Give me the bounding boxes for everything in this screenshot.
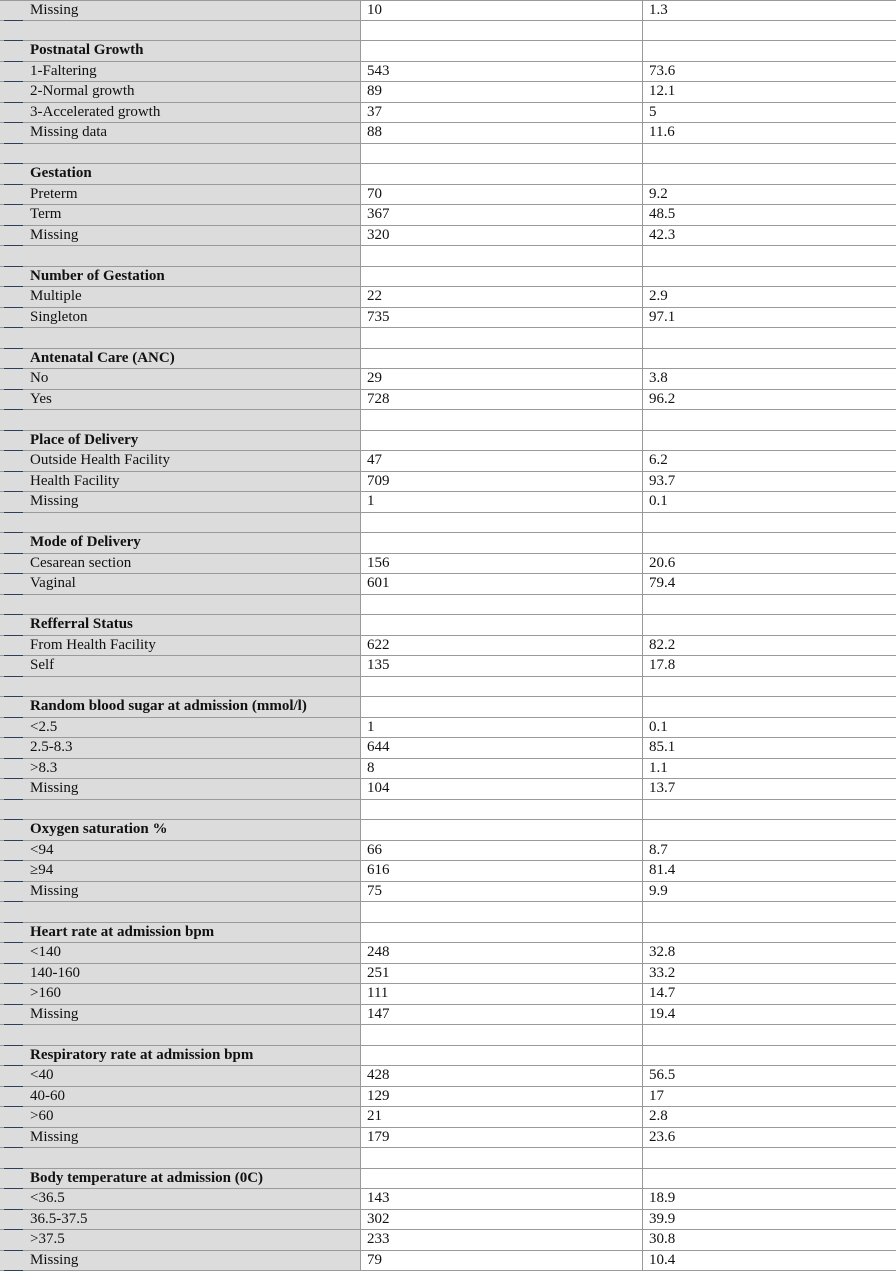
table-row [0, 554, 896, 575]
label-cell: 1-Faltering [0, 62, 361, 82]
label-cell [0, 677, 361, 697]
percent-cell: 48.5 [649, 206, 676, 222]
count-cell: 147 [361, 1005, 643, 1025]
count-cell [361, 21, 643, 41]
label-cell: Number of Gestation [0, 267, 361, 287]
percent-cell: 2.9 [649, 288, 668, 304]
table-row [0, 841, 896, 862]
label-cell: >8.3 [0, 759, 361, 779]
count-cell: 111 [361, 984, 643, 1004]
label-cell: 40-60 [0, 1087, 361, 1107]
label-cell: Antenatal Care (ANC) [0, 349, 361, 369]
label-cell: Refferral Status [0, 615, 361, 635]
count-cell: 21 [361, 1107, 643, 1127]
percent-cell: 23.6 [649, 1128, 676, 1145]
table-row [0, 738, 896, 759]
percent-cell: 2.8 [649, 1108, 668, 1124]
percent-cell [643, 1025, 896, 1045]
count-cell: 367 [361, 205, 643, 225]
percent-cell: 12.1 [649, 83, 676, 99]
count-cell: 709 [361, 472, 643, 492]
count-cell [361, 800, 643, 820]
count-cell: 79 [361, 1251, 643, 1271]
percent-cell: 20.6 [649, 554, 676, 571]
count-cell: 248 [361, 943, 643, 963]
section-header-row [0, 164, 896, 185]
percent-cell: 42.3 [649, 226, 676, 243]
label-cell: 2.5-8.3 [0, 738, 361, 758]
count-cell [361, 144, 643, 164]
table-row [0, 656, 896, 677]
count-cell: 233 [361, 1230, 643, 1250]
table-row [0, 226, 896, 247]
table-row [0, 1087, 896, 1108]
label-cell: From Health Facility [0, 636, 361, 656]
count-cell [361, 431, 643, 451]
count-cell [361, 1148, 643, 1168]
table-row [0, 759, 896, 780]
table-row [0, 1107, 896, 1128]
percent-cell [643, 164, 896, 184]
percent-cell: 56.5 [649, 1067, 676, 1083]
spacer-row [0, 1025, 896, 1046]
spacer-row [0, 800, 896, 821]
percent-cell [643, 21, 896, 41]
table-row [0, 1251, 896, 1272]
label-cell: ≥94 [0, 861, 361, 881]
label-cell: <40 [0, 1066, 361, 1086]
label-cell: Multiple [0, 287, 361, 307]
label-cell: Respiratory rate at admission bpm [0, 1046, 361, 1066]
table-row [0, 718, 896, 739]
percent-cell: 1.1 [649, 759, 668, 776]
count-cell: 135 [361, 656, 643, 676]
count-cell [361, 328, 643, 348]
label-cell: <140 [0, 943, 361, 963]
count-cell [361, 1025, 643, 1045]
count-cell [361, 677, 643, 697]
spacer-row [0, 1148, 896, 1169]
label-cell: Missing [0, 1, 361, 20]
count-cell: 104 [361, 779, 643, 799]
label-cell [0, 21, 361, 41]
count-cell [361, 267, 643, 287]
label-cell: 3-Accelerated growth [0, 103, 361, 123]
percent-cell: 8.7 [649, 841, 668, 858]
label-cell: 36.5-37.5 [0, 1210, 361, 1230]
percent-cell: 5 [649, 103, 657, 120]
label-cell: Body temperature at admission (0C) [0, 1169, 361, 1189]
percent-cell [643, 267, 896, 287]
label-cell: Missing data [0, 123, 361, 143]
label-cell: Health Facility [0, 472, 361, 492]
table-row [0, 82, 896, 103]
spacer-row [0, 595, 896, 616]
label-cell [0, 246, 361, 266]
label-cell: Missing [0, 492, 361, 512]
count-cell [361, 41, 643, 61]
count-cell: 179 [361, 1128, 643, 1148]
percent-cell: 9.2 [649, 185, 668, 202]
percent-cell: 19.4 [649, 1005, 676, 1022]
count-cell: 601 [361, 574, 643, 594]
count-cell [361, 410, 643, 430]
spacer-row [0, 246, 896, 267]
table-row [0, 1210, 896, 1231]
percent-cell [643, 328, 896, 348]
percent-cell: 11.6 [649, 124, 675, 140]
table-row [0, 287, 896, 308]
percent-cell: 17.8 [649, 657, 676, 673]
label-cell: <36.5 [0, 1189, 361, 1209]
label-cell: No [0, 369, 361, 389]
percent-cell: 6.2 [649, 452, 668, 468]
label-cell: Missing [0, 779, 361, 799]
count-cell: 251 [361, 964, 643, 984]
percent-cell: 10.4 [649, 1251, 676, 1268]
label-cell: Heart rate at admission bpm [0, 923, 361, 943]
label-cell [0, 902, 361, 922]
percent-cell: 79.4 [649, 575, 676, 591]
percent-cell [643, 144, 896, 164]
table-row [0, 779, 896, 800]
label-cell: Mode of Delivery [0, 533, 361, 553]
count-cell: 320 [361, 226, 643, 246]
count-cell [361, 595, 643, 615]
count-cell [361, 1169, 643, 1189]
count-cell: 129 [361, 1087, 643, 1107]
percent-cell [643, 1148, 896, 1168]
percent-cell [643, 1046, 896, 1066]
count-cell: 1 [361, 718, 643, 738]
table-row [0, 1005, 896, 1026]
label-cell: Preterm [0, 185, 361, 205]
count-cell [361, 349, 643, 369]
percent-cell [643, 595, 896, 615]
label-cell [0, 595, 361, 615]
percent-cell [643, 41, 896, 61]
table-row [0, 861, 896, 882]
percent-cell [643, 923, 896, 943]
table-row [0, 185, 896, 206]
label-cell: >160 [0, 984, 361, 1004]
table-row [0, 492, 896, 513]
label-cell: Missing [0, 1251, 361, 1271]
label-cell: <2.5 [0, 718, 361, 738]
count-cell: 622 [361, 636, 643, 656]
count-cell [361, 902, 643, 922]
label-cell [0, 800, 361, 820]
count-cell [361, 513, 643, 533]
label-cell: Oxygen saturation % [0, 820, 361, 840]
label-cell: Term [0, 205, 361, 225]
count-cell: 644 [361, 738, 643, 758]
label-cell [0, 513, 361, 533]
table-row [0, 390, 896, 411]
count-cell [361, 164, 643, 184]
label-cell: Vaginal [0, 574, 361, 594]
table-row [0, 574, 896, 595]
percent-cell: 30.8 [649, 1231, 676, 1247]
count-cell [361, 923, 643, 943]
section-header-row [0, 431, 896, 452]
table-row [0, 205, 896, 226]
count-cell: 88 [361, 123, 643, 143]
table-row [0, 369, 896, 390]
percent-cell [643, 513, 896, 533]
count-cell [361, 533, 643, 553]
label-cell: >37.5 [0, 1230, 361, 1250]
table-row [0, 1230, 896, 1251]
table-row [0, 1189, 896, 1210]
label-cell: <94 [0, 841, 361, 861]
label-cell: Cesarean section [0, 554, 361, 574]
section-header-row [0, 923, 896, 944]
percent-cell: 9.9 [649, 882, 668, 899]
spacer-row [0, 410, 896, 431]
label-cell: Self [0, 656, 361, 676]
percent-cell: 82.2 [649, 636, 676, 653]
label-cell [0, 1148, 361, 1168]
spacer-row [0, 677, 896, 698]
count-cell: 37 [361, 103, 643, 123]
percent-cell: 97.1 [649, 308, 676, 325]
percent-cell [643, 1169, 896, 1189]
spacer-row [0, 21, 896, 42]
section-header-row [0, 533, 896, 554]
count-cell: 66 [361, 841, 643, 861]
table-row [0, 964, 896, 985]
count-cell: 10 [361, 1, 643, 20]
count-cell: 728 [361, 390, 643, 410]
count-cell: 70 [361, 185, 643, 205]
label-cell: Random blood sugar at admission (mmol/l) [0, 697, 361, 717]
label-cell: Postnatal Growth [0, 41, 361, 61]
table-row [0, 62, 896, 83]
section-header-row [0, 615, 896, 636]
count-cell: 735 [361, 308, 643, 328]
table-row [0, 882, 896, 903]
percent-cell: 81.4 [649, 862, 676, 878]
percent-cell: 96.2 [649, 390, 676, 407]
percent-cell [643, 820, 896, 840]
count-cell: 29 [361, 369, 643, 389]
label-cell [0, 144, 361, 164]
percent-cell: 0.1 [649, 718, 668, 735]
section-header-row [0, 1046, 896, 1067]
percent-cell: 14.7 [649, 985, 676, 1001]
count-cell [361, 697, 643, 717]
count-cell: 89 [361, 82, 643, 102]
percent-cell: 93.7 [649, 472, 676, 489]
percent-cell: 17 [649, 1087, 664, 1104]
count-cell: 543 [361, 62, 643, 82]
percent-cell: 18.9 [649, 1190, 676, 1206]
section-header-row [0, 41, 896, 62]
count-cell: 428 [361, 1066, 643, 1086]
percent-cell: 33.2 [649, 964, 676, 981]
label-cell: >60 [0, 1107, 361, 1127]
percent-cell: 3.8 [649, 370, 668, 386]
table-row [0, 451, 896, 472]
label-cell [0, 328, 361, 348]
label-cell: Gestation [0, 164, 361, 184]
table-row [0, 1066, 896, 1087]
count-cell: 143 [361, 1189, 643, 1209]
section-header-row [0, 1169, 896, 1190]
percent-cell [643, 677, 896, 697]
percent-cell: 85.1 [649, 739, 676, 755]
percent-cell: 1.3 [649, 2, 668, 18]
label-cell: 140-160 [0, 964, 361, 984]
label-cell: Place of Delivery [0, 431, 361, 451]
table-row [0, 123, 896, 144]
label-cell: Missing [0, 1005, 361, 1025]
section-header-row [0, 349, 896, 370]
spacer-row [0, 328, 896, 349]
table-row [0, 636, 896, 657]
percent-cell [643, 410, 896, 430]
percent-cell [643, 902, 896, 922]
table-row [0, 984, 896, 1005]
table-row [0, 103, 896, 124]
percent-cell [643, 533, 896, 553]
percent-cell: 73.6 [649, 62, 676, 79]
count-cell [361, 1046, 643, 1066]
count-cell: 22 [361, 287, 643, 307]
label-cell [0, 410, 361, 430]
label-cell: Outside Health Facility [0, 451, 361, 471]
count-cell: 75 [361, 882, 643, 902]
label-cell: Missing [0, 226, 361, 246]
spacer-row [0, 144, 896, 165]
count-cell: 156 [361, 554, 643, 574]
percent-cell [643, 800, 896, 820]
label-cell: Yes [0, 390, 361, 410]
table-row [0, 943, 896, 964]
percent-cell: 0.1 [649, 493, 668, 509]
section-header-row [0, 820, 896, 841]
table-row [0, 0, 896, 21]
percent-cell: 39.9 [649, 1210, 676, 1227]
spacer-row [0, 902, 896, 923]
count-cell: 1 [361, 492, 643, 512]
label-cell: Missing [0, 1128, 361, 1148]
label-cell: 2-Normal growth [0, 82, 361, 102]
label-cell [0, 1025, 361, 1045]
section-header-row [0, 697, 896, 718]
percent-cell: 13.7 [649, 780, 676, 796]
count-cell: 302 [361, 1210, 643, 1230]
count-cell [361, 820, 643, 840]
label-cell: Singleton [0, 308, 361, 328]
table-row [0, 1128, 896, 1149]
percent-cell [643, 246, 896, 266]
percent-cell [643, 615, 896, 635]
percent-cell [643, 431, 896, 451]
table-row [0, 308, 896, 329]
percent-cell [643, 349, 896, 369]
table-row [0, 472, 896, 493]
section-header-row [0, 267, 896, 288]
percent-cell: 32.8 [649, 944, 676, 960]
label-cell: Missing [0, 882, 361, 902]
count-cell: 616 [361, 861, 643, 881]
spacer-row [0, 513, 896, 534]
count-cell: 47 [361, 451, 643, 471]
count-cell [361, 246, 643, 266]
percent-cell [643, 697, 896, 717]
count-cell: 8 [361, 759, 643, 779]
count-cell [361, 615, 643, 635]
